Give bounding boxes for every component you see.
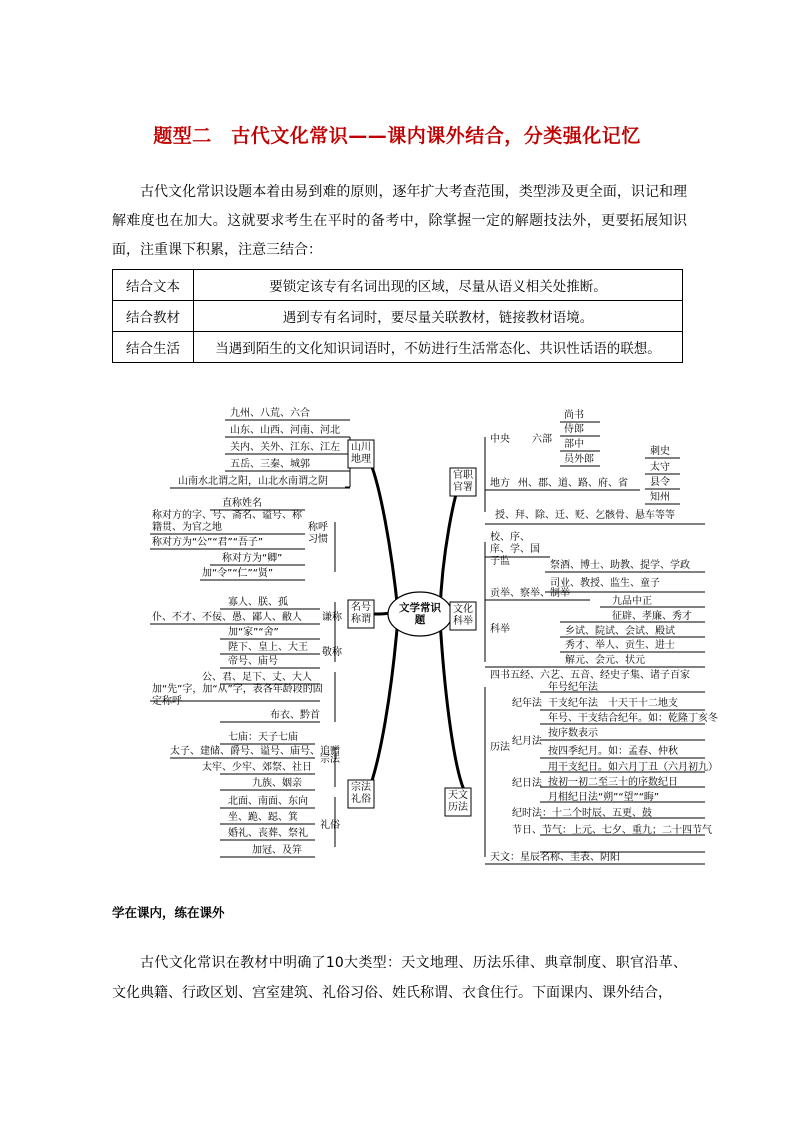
mind-sublabel: 纪月法	[512, 736, 542, 747]
mind-sublabel: 宗法	[320, 754, 340, 765]
mind-item: 年号、干支结合纪年。如：乾隆丁亥冬	[548, 713, 718, 724]
mind-item: 知州	[650, 492, 670, 503]
mind-item: 太守	[650, 462, 670, 473]
branch-zongfa: 宗法礼俗	[351, 782, 371, 805]
mind-item: 九品中正	[612, 596, 652, 607]
mind-sublabel: 中央	[490, 434, 510, 445]
mind-item: 解元、会元、状元	[565, 655, 645, 666]
branch-keju: 文化科举	[453, 604, 473, 627]
mind-item: 直称姓名	[222, 498, 262, 509]
mind-item: 寡人、朕、孤	[228, 597, 288, 608]
table-row	[113, 270, 683, 301]
table-value: 遇到专有名词时，要尽量关联教材，链接教材语境。	[194, 301, 683, 332]
mind-item: 仆、不才、不佞、愚、鄙人、敝人	[152, 612, 302, 623]
mind-item: 乡试、院试、会试、殿试	[565, 626, 675, 637]
mind-sublabel: 科举	[490, 624, 510, 635]
mind-item: 司业、教授、监生、童子	[550, 578, 660, 589]
mind-item: 加“先”字，加“从”字，表各年龄段的固定称呼	[152, 684, 323, 707]
mind-item: 关内、关外、江东、江左	[230, 442, 340, 453]
mind-item: 员外郎	[564, 454, 594, 465]
mind-item: 五岳、三秦、城郭	[230, 459, 310, 470]
mind-item: 年号纪年法	[548, 682, 598, 693]
mind-item: 按四季纪月。如：孟春、仲秋	[548, 746, 678, 757]
mind-item: 九族、姻亲	[252, 778, 302, 789]
table-key: 结合文本	[113, 270, 194, 301]
mind-item: 称对方的字、号、斋名、谥号、称籍贯、为官之地	[152, 510, 302, 533]
mind-item: 山东、山西、河南、河北	[230, 425, 340, 436]
mind-item: 按序数表示	[548, 728, 598, 739]
mind-item: 祭酒、博士、助教、提学、学政	[550, 560, 690, 571]
mind-item: 山南水北谓之阳，山北水南谓之阴	[178, 476, 328, 487]
mind-item: 按初一初二至三十的序数纪日	[548, 777, 678, 788]
mind-item: 太子、建储、爵号、谥号、庙号、追赠	[170, 746, 340, 757]
mind-item: 婚礼、丧葬、祭礼	[228, 828, 308, 839]
table-key: 结合教材	[113, 301, 194, 332]
mind-sublabel: 六部	[532, 434, 552, 445]
mind-item: 坐、跪、跽、箕	[228, 812, 298, 823]
mind-item: 七庙：天子七庙	[228, 732, 298, 743]
mind-item: 侍郎	[564, 424, 584, 435]
mind-sublabel: 礼俗	[320, 820, 340, 831]
mind-item: 天文：星辰名称、圭表、阴阳	[490, 852, 620, 863]
table-row	[113, 301, 683, 332]
mind-item: 州、郡、道、路、府、省	[518, 478, 628, 489]
mind-item: 公、君、足下、丈、大人	[202, 672, 312, 683]
table-value: 当遇到陌生的文化知识词语时，不妨进行生活常态化、共识性话语的联想。	[194, 332, 683, 363]
mind-item: 秀才、举人、贡生、进士	[565, 640, 675, 651]
mind-item: 用干支纪日。如六月丁丑（六月初九）	[548, 762, 718, 773]
mind-item: 授、拜、除、迁、贬、乞骸骨、悬车等等	[495, 510, 675, 521]
mind-item: 征辟、孝廉、秀才	[612, 611, 692, 622]
branch-minghao: 名号称谓	[351, 602, 371, 625]
mind-item: 加“令”“仁”“贤”	[202, 568, 274, 579]
three-combinations-table	[112, 269, 683, 363]
branch-guanzhi: 官职官署	[453, 470, 473, 493]
page-title: 题型二 古代文化常识——课内课外结合，分类强化记忆	[153, 125, 641, 147]
mind-sublabel: 纪年法	[512, 698, 542, 709]
mind-sublabel: 历法	[490, 742, 510, 753]
mind-item: 称对方为“公”“君”“吾子”	[152, 537, 264, 548]
mind-sublabel: 地方	[490, 478, 510, 489]
mind-item: 北面、南面、东向	[228, 796, 308, 807]
mind-sublabel: 谦称	[322, 612, 342, 623]
mind-item: 尚书	[564, 410, 584, 421]
branch-tianwen: 天文历法	[448, 790, 468, 813]
mind-sublabel: 校、序、庠、学、国子监	[490, 532, 540, 567]
mind-item: 节日、节气：上元、七夕、重九；二十四节气	[512, 825, 712, 836]
mind-item: 帝号、庙号	[228, 656, 278, 667]
mind-sublabel: 敬称	[322, 647, 342, 658]
mind-item: 刺史	[650, 446, 670, 457]
mind-item: 陛下、皇上、大王	[228, 642, 308, 653]
intro-paragraph: 古代文化常识设题本着由易到难的原则，逐年扩大考查范围，类型涉及更全面，识记和理解难度也在加大。这就要求考生在平时的备考中，除掌握一定的解题技法外，更要拓展知识面，注重课下积累，注意三结合：	[112, 184, 687, 258]
mind-item: 九州、八荒、六合	[230, 408, 310, 419]
subheading: 学在课内，练在课外	[112, 905, 225, 920]
mind-item: 月相纪日法“朔”“望”“晦”	[548, 792, 660, 803]
mind-item: 纪时法：十二个时辰、五更、鼓	[512, 808, 652, 819]
mind-item: 称对方为“卿”	[222, 553, 283, 564]
mind-item: 四书五经、六艺、五音、经史子集、诸子百家	[490, 670, 690, 681]
mind-item: 布衣、黔首	[270, 710, 320, 721]
mind-sublabel: 纪日法	[512, 778, 542, 789]
mind-item: 部中	[564, 439, 584, 450]
branch-shanchuan: 山川地理	[351, 442, 371, 465]
mind-sublabel: 称呼习惯	[308, 522, 328, 545]
table-value: 要锁定该专有名词出现的区域，尽量从语义相关处推断。	[194, 270, 683, 301]
table-row	[113, 332, 683, 363]
mind-item: 加冠、及笄	[252, 845, 302, 856]
mind-item: 加“家”“舍”	[228, 627, 279, 638]
mind-item: 县令	[650, 477, 670, 488]
closing-paragraph: 古代文化常识在教材中明确了10大类型：天文地理、历法乐律、典章制度、职官沿革、文化典籍、行政区划、宫室建筑、礼俗习俗、姓氏称谓、衣食住行。下面课内、课外结合，	[112, 955, 687, 1001]
table-key: 结合生活	[113, 332, 194, 363]
mind-item: 太牢、少牢、郊祭、社日	[202, 762, 312, 773]
mind-sublabel: 贡举、察举、制举	[490, 588, 570, 599]
mind-map	[140, 402, 718, 872]
mind-center: 文学常识题	[399, 602, 441, 626]
mind-item: 干支纪年法 十天干十二地支	[548, 698, 678, 709]
